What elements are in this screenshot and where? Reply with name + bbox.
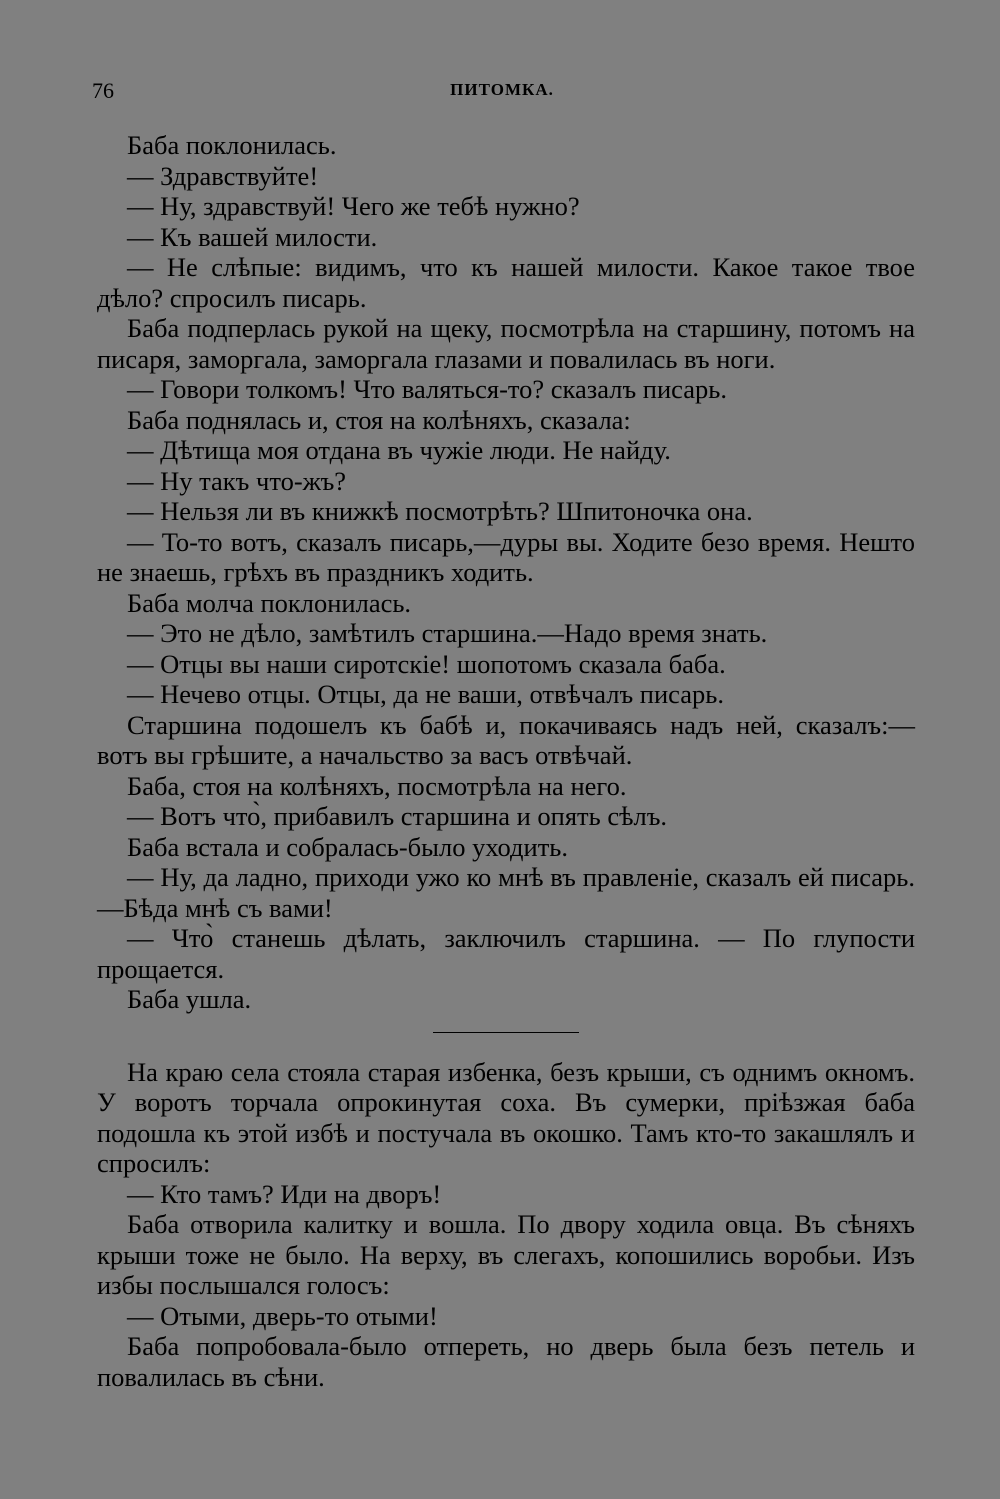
paragraph: Баба ушла. (127, 984, 252, 1014)
paragraph: Баба поклонилась. (127, 130, 337, 160)
paragraph: — Ну такъ что-жъ? (127, 465, 347, 496)
paragraph: Баба, стоя на колѣняхъ, посмотрѣла на него. (127, 770, 627, 801)
text-section-2 (97, 1057, 915, 1393)
paragraph: — То-то вотъ, сказалъ писарь,—дуры вы. Ходите безо время. Нешто не знаешь, грѣхъ въ праздникъ ходить. (97, 526, 915, 587)
running-title: ПИТОМКА. (450, 80, 554, 99)
paragraph: — Отцы вы наши сиротскіе! шопотомъ сказала баба. (127, 648, 726, 679)
paragraph: Баба попробовала-было отпереть, но дверь была безъ петель и повалилась въ сѣни. (97, 1331, 915, 1392)
paragraph: — Нельзя ли въ книжкѣ посмотрѣть? Шпитоночка она. (127, 496, 753, 526)
paragraph: — Здравствуйте! (127, 160, 319, 191)
paragraph: — Это не дѣло, замѣтилъ старшина.—Надо время знать. (127, 618, 768, 648)
paragraph: Баба встала и собралась-было уходить. (127, 831, 569, 862)
paragraph: — Нечево отцы. Отцы, да не ваши, отвѣчалъ писарь. (127, 679, 724, 709)
paragraph: Баба подперлась рукой на щеку, посмотрѣла на старшину, потомъ на писаря, заморгала, заморгала глазами и повалилась въ ноги. (97, 313, 915, 374)
paragraph: — Дѣтища моя отдана въ чужіе люди. Не найду. (127, 435, 671, 465)
paragraph: — Ну, здравствуй! Чего же тебѣ нужно? (127, 191, 580, 221)
page-header (92, 78, 912, 108)
paragraph: — Говори толкомъ! Что валяться-то? сказалъ писарь. (127, 374, 727, 404)
paragraph: — Къ вашей милости. (127, 221, 378, 252)
section-separator (433, 1032, 579, 1033)
page-number: 76 (92, 78, 114, 103)
paragraph: — Что̀ станешь дѣлать, заключилъ старшина. — По глупости прощается. (97, 923, 915, 984)
text-section-1 (97, 130, 915, 1015)
paragraph: Баба отворила калитку и вошла. По двору ходила овца. Въ сѣняхъ крыши тоже не было. На верху, въ слегахъ, копошились воробьи. Изъ избы послышался голосъ: (97, 1209, 915, 1300)
paragraph: Баба поднялась и, стоя на колѣняхъ, сказала: (127, 404, 631, 435)
paragraph: — Не слѣпые: видимъ, что къ нашей милости. Какое такое твое дѣло? спросилъ писарь. (97, 252, 915, 313)
paragraph: — Отыми, дверь-то отыми! (127, 1300, 438, 1331)
paragraph: На краю села стояла старая избенка, безъ крыши, съ однимъ окномъ. У воротъ торчала опрокинутая соха. Въ сумерки, пріѣзжая баба подошла къ этой избѣ и постучала въ окошко. Тамъ кто-то закашлялъ и спросилъ: (97, 1056, 915, 1178)
page-body (97, 130, 915, 1392)
paragraph: Баба молча поклонилась. (127, 587, 412, 618)
paragraph: — Вотъ что̀, прибавилъ старшина и опять сѣлъ. (127, 801, 668, 831)
paragraph: — Кто тамъ? Иди на дворъ! (127, 1178, 442, 1209)
paragraph: Старшина подошелъ къ бабѣ и, покачиваясь надъ ней, сказалъ:—вотъ вы грѣшите, а начальство за васъ отвѣчай. (97, 709, 915, 770)
paragraph: — Ну, да ладно, приходи ужо ко мнѣ въ правленіе, сказалъ ей писарь.—Бѣда мнѣ съ вами! (97, 862, 915, 923)
